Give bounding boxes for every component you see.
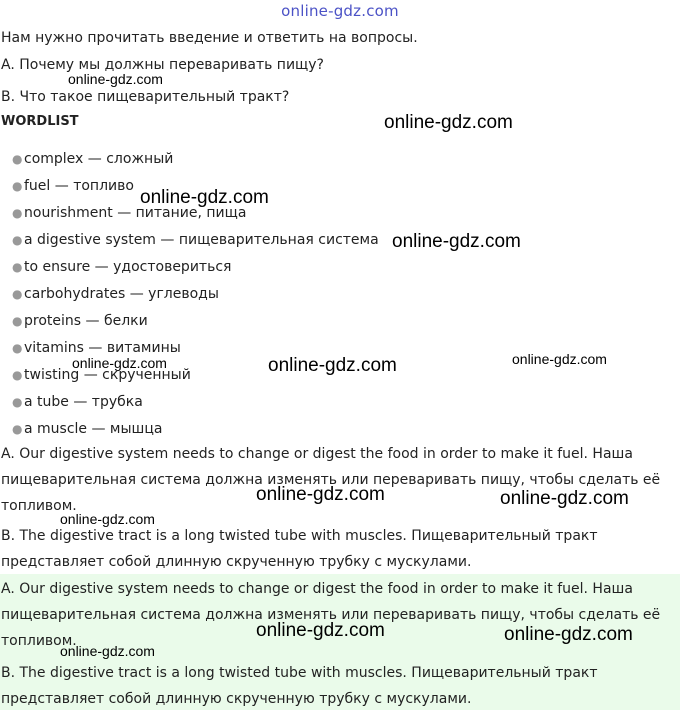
wordlist-item-text: to ensure — удостовериться <box>24 259 232 275</box>
watermark: online-gdz.com <box>384 112 513 133</box>
site-logo[interactable]: online-gdz.com <box>281 2 399 20</box>
wordlist-item-text: proteins — белки <box>24 313 148 329</box>
wordlist-item-text: a digestive system — пищеварительная система <box>24 232 379 248</box>
watermark: online-gdz.com <box>72 355 167 371</box>
wordlist-item <box>12 256 379 283</box>
question-b: B. Что такое пищеварительный тракт? <box>1 89 290 105</box>
answer-a: A. Our digestive system needs to change or digest the food in order to make it fuel. Наша пищеварительная система должна изменять или переваривать пищу, чтобы сделать её топливом. <box>1 446 661 514</box>
watermark: online-gdz.com <box>392 231 521 252</box>
watermark: online-gdz.com <box>140 187 269 208</box>
watermark: online-gdz.com <box>256 620 385 641</box>
highlighted-answer-b: B. The digestive tract is a long twisted tube with muscles. Пищеварительный тракт представляет собой длинную скрученную трубку с мускулами. <box>1 665 598 707</box>
watermark: online-gdz.com <box>512 351 607 367</box>
wordlist-item-text: vitamins — витамины <box>24 340 181 356</box>
bullet-icon: ● <box>12 260 23 274</box>
wordlist-item-text: twisting — скрученный <box>24 367 191 383</box>
watermark: online-gdz.com <box>60 643 155 659</box>
watermark: online-gdz.com <box>256 484 385 505</box>
wordlist-item <box>12 229 379 256</box>
bullet-icon: ● <box>12 368 23 382</box>
bullet-icon: ● <box>12 341 23 355</box>
watermark: online-gdz.com <box>500 488 629 509</box>
bullet-icon: ● <box>12 206 23 220</box>
bullet-icon: ● <box>12 287 23 301</box>
wordlist-item-text: complex — сложный <box>24 151 174 167</box>
bullet-icon: ● <box>12 179 23 193</box>
wordlist-item-text: nourishment — питание, пища <box>24 205 247 221</box>
wordlist-item-text: a tube — трубка <box>24 394 143 410</box>
watermark: online-gdz.com <box>504 624 633 645</box>
bullet-icon: ● <box>12 233 23 247</box>
wordlist-item <box>12 391 379 418</box>
bullet-icon: ● <box>12 395 23 409</box>
wordlist-item <box>12 310 379 337</box>
highlighted-answer-a: A. Our digestive system needs to change or digest the food in order to make it fuel. Наша пищеварительная система должна изменять или переваривать пищу, чтобы сделать её топливом. <box>1 581 661 649</box>
wordlist-item-text: a muscle — мышца <box>24 421 163 437</box>
bullet-icon: ● <box>12 422 23 436</box>
bullet-icon: ● <box>12 152 23 166</box>
answer-b: B. The digestive tract is a long twisted tube with muscles. Пищеварительный тракт представляет собой длинную скрученную трубку с мускулами. <box>1 528 598 570</box>
bullet-icon: ● <box>12 314 23 328</box>
wordlist-item-text: carbohydrates — углеводы <box>24 286 219 302</box>
watermark: online-gdz.com <box>68 71 163 87</box>
question-a: A. Почему мы должны переваривать пищу? <box>1 57 324 73</box>
wordlist-heading: WORDLIST <box>1 114 79 129</box>
intro-instruction: Нам нужно прочитать введение и ответить на вопросы. <box>1 30 418 46</box>
watermark: online-gdz.com <box>60 511 155 527</box>
wordlist-item <box>12 148 379 175</box>
watermark: online-gdz.com <box>268 355 397 376</box>
wordlist-item-text: fuel — топливо <box>24 178 134 194</box>
wordlist-item <box>12 283 379 310</box>
